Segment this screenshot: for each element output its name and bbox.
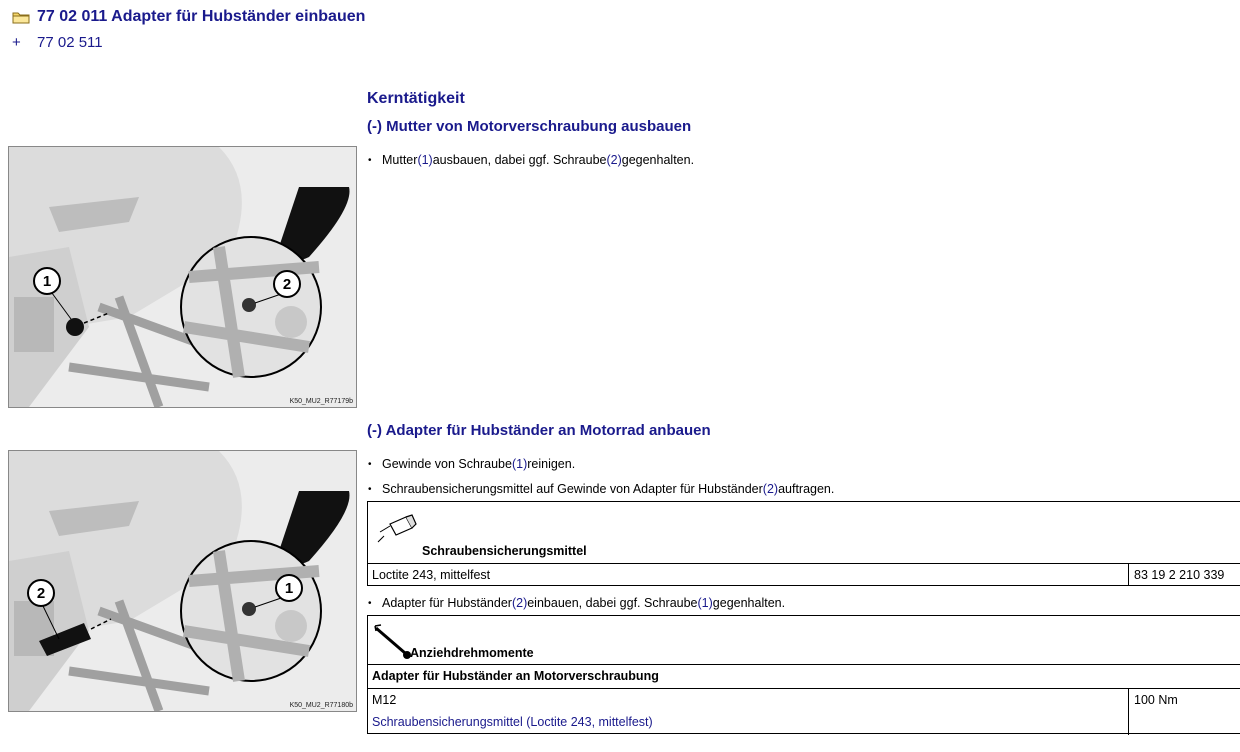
page-title <box>12 6 365 28</box>
figure-1 <box>8 146 357 408</box>
linked-procedure-number[interactable]: 77 02 511 <box>37 34 103 51</box>
thread-locker-icon <box>376 510 418 544</box>
bullet-icon: • <box>368 154 372 166</box>
callout-2: 2 <box>36 585 46 602</box>
step-item: • Gewinde von Schraube (1) reinigen. <box>368 457 576 471</box>
page-title-text: 77 02 011 Adapter für Hubständer einbauen <box>37 8 366 25</box>
callout-1: 1 <box>284 580 294 597</box>
ref-2[interactable]: (2) <box>762 482 779 496</box>
callout-2: 2 <box>282 276 292 293</box>
section-heading-main: Kerntätigkeit <box>367 90 465 107</box>
torque-heading: Anziehdrehmomente <box>410 646 534 660</box>
figure-1-illustration <box>9 147 356 407</box>
material-table-header <box>368 502 1240 563</box>
section2-heading: (-) Adapter für Hubständer an Motorrad anbauen <box>367 422 711 439</box>
figure-code: K50_MU2_R77180b <box>289 702 353 709</box>
bullet-icon: • <box>368 483 372 495</box>
material-part-number: 83 19 2 210 339 <box>1128 564 1224 586</box>
torque-table-header <box>368 616 1240 664</box>
torque-subheading-row <box>368 664 1240 688</box>
torque-subheading: Adapter für Hubständer an Motorverschraubung <box>372 669 659 683</box>
callout-1: 1 <box>42 273 52 290</box>
torque-value: 100 Nm <box>1128 689 1178 735</box>
torque-size: M12 <box>372 693 397 707</box>
material-table <box>367 501 1240 586</box>
expand-icon[interactable]: + <box>12 34 21 51</box>
folder-icon <box>12 11 30 24</box>
linked-procedure[interactable] <box>12 34 103 51</box>
torque-note-link[interactable]: Schraubensicherungsmittel (Loctite 243, mittelfest) <box>372 715 653 729</box>
step-item: • Mutter (1) ausbauen, dabei ggf. Schraube (2) gegenhalten. <box>368 153 695 167</box>
figure-2 <box>8 450 357 712</box>
ref-1[interactable]: (1) <box>697 596 713 610</box>
step-item: • Schraubensicherungsmittel auf Gewinde von Adapter für Hubständer (2) auftragen. <box>368 482 835 496</box>
bullet-icon: • <box>368 458 372 470</box>
figure-2-illustration <box>9 451 356 711</box>
section1-heading: (-) Mutter von Motorverschraubung ausbauen <box>367 118 692 135</box>
material-item: Loctite 243, mittelfest <box>372 568 491 582</box>
ref-1[interactable]: (1) <box>511 457 528 471</box>
table-row <box>368 688 1240 735</box>
torque-table <box>367 615 1240 734</box>
material-heading: Schraubensicherungsmittel <box>422 544 587 558</box>
bullet-icon: • <box>368 597 372 609</box>
ref-2[interactable]: (2) <box>511 596 528 610</box>
ref-2[interactable]: (2) <box>606 153 622 167</box>
table-row <box>368 563 1240 586</box>
torque-wrench-icon <box>373 623 413 661</box>
figure-code: K50_MU2_R77179b <box>289 398 353 405</box>
ref-1[interactable]: (1) <box>417 153 433 167</box>
step-item: • Adapter für Hubständer (2) einbauen, dabei ggf. Schraube (1) gegenhalten. <box>368 596 786 610</box>
